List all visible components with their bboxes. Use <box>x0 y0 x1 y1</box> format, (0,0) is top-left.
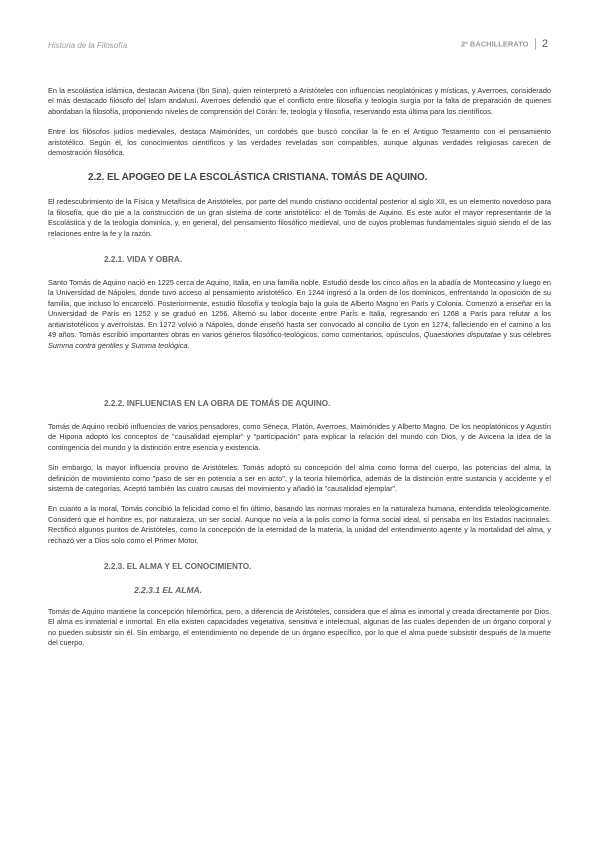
section-heading-2-2-2: 2.2.2. INFLUENCIAS EN LA OBRA DE TOMÁS DE AQUINO. <box>104 398 331 408</box>
header-right <box>461 38 548 50</box>
page-header <box>48 38 548 52</box>
section-heading-2-2-3-1: 2.2.3.1 EL ALMA. <box>134 584 203 595</box>
life-text-and: y <box>125 340 129 350</box>
page-body <box>48 86 551 659</box>
spacer <box>48 361 551 383</box>
paragraph-aristotle-influence: Sin embargo, la mayor influencia provino de Aristóteles. Tomás adoptó su concepción del alma como forma del cuerpo, las potencias del alma, la definición de movimiento como "paso de ser en potencia a ser en acto", y la teoría hilemórfica, además de la distinción entre sustancia y accidente y el sistema de categorías. Aceptó también las cuatro causas del movimiento y añadió la "causalidad ejemplar". <box>48 463 551 493</box>
section-heading-2-2-1: 2.2.1. VIDA Y OBRA. <box>104 255 183 265</box>
work-title-summa-teologica: Summa teológica <box>130 340 188 350</box>
paragraph-life-and-works <box>48 278 551 351</box>
paragraph-jewish-philosophers: Entre los filósofos judíos medievales, destaca Maimónides, un cordobés que buscó conciliar la fe en el Antiguo Testamento con el pensamiento aristotélico. Según él, los conocimientos científicos y las verdades reveladas son compatibles, aunque algunas verdades religiosas carecen de demostración filosófica. <box>48 127 551 158</box>
work-title-contra-gentiles: Summa contra gentiles <box>48 340 124 350</box>
life-text-mid: y sus célebres <box>503 330 551 340</box>
paragraph-soul: Tomás de Aquino mantiene la concepción hilemórfica, pero, a diferencia de Aristóteles, considera que el alma es inmortal y creada directamente por Dios. El alma es inmaterial e inmortal. En ella existen capacidades vegetativa, sensitiva e intelectual, algunas de las cuales dependen de un órgano corporal y no pueden subsistir sin él. Sin embargo, el entendimiento no depende de un órgano específico, por lo que el alma puede subsistir después de la muerte del cuerpo. <box>48 606 551 648</box>
section-heading-2-2-3: 2.2.3. EL ALMA Y EL CONOCIMIENTO. <box>104 561 252 571</box>
section-heading-2-2: 2.2. EL APOGEO DE LA ESCOLÁSTICA CRISTIANA. TOMÁS DE AQUINO. <box>88 172 428 184</box>
document-title: Historia de la Filosofía <box>48 41 128 50</box>
work-title-quaestiones: Quaestiones disputatae <box>423 330 502 340</box>
life-text: Santo Tomás de Aquino nació en 1225 cerca de Aquino, Italia, en una familia noble. Estudió desde los cinco años en la abadía de Montecasino y luego en la Universidad de Nápoles, donde tuvo acceso al pensamiento aristotélico. En 1244 ingresó a la orden de los dominicos, enfrentando la oposición de su familia, que incluso lo encarceló. Posteriormente, estudió filosofía y teología bajo la guía de Alberto Magno en París y Colonia. Comenzó a enseñar en la Universidad de París en 1252 y se graduó en 1256. Alternó su labor docente entre París e Italia, regresando en 1268 a París para refutar a los antiaristotélicos y averroístas. En 1272 volvió a Nápoles, donde enseñó hasta ser convocado al concilio de Lyon en 1274, falleciendo en el camino a los 49 años. Tomás escribió importantes obras en varios géneros filosófico-teológicos, como comentarios, opúsculos, <box>48 278 551 340</box>
life-text-end: . <box>187 340 190 350</box>
paragraph-moral: En cuanto a la moral, Tomás concibió la felicidad como el fin último, basando las normas morales en la naturaleza humana, entendida teleológicamente. Consideró que el hombre es, por naturaleza, un ser social. Aunque no veía a la polis como la forma social ideal, sí pensaba en los Estados nacionales. Rectificó algunos puntos de Aristóteles, como la concepción de la eternidad de la materia, la unidad del entendimiento agente y la mortalidad del alma, y rechazó ver a Dios solo como el Primer Motor. <box>48 504 551 545</box>
page-number: 2 <box>541 38 548 50</box>
paragraph-islamic-scholasticism: En la escolástica islámica, destacan Avicena (Ibn Sina), quien reinterpretó a Aristóteles con influencias neoplatónicas y místicas, y Averroes, considerado el más destacado filósofo del Islam andalusí. Averroes defendió que el conflicto entre filosofía y teología surgía por la falta de preparación de quienes abordaban la filosofía, proponiendo niveles de comprensión del Corán: fe, teología y filosofía, reservando esta última para los científicos. <box>48 86 551 116</box>
course-label: 2º BACHILLERATO <box>460 39 529 49</box>
header-divider <box>535 38 536 50</box>
paragraph-aristotle-rediscovery: El redescubrimiento de la Física y Metafísica de Aristóteles, por parte del mundo cristiano occidental posterior al siglo XII, es un elemento novedoso para la filosofía, que dio pie a la construcción de un gran sistema de corte aristotélico: el de Tomás de Aquino. Es este autor el mayor representante de la Escolástica y de la teología dominica, y, en general, del pensamiento filosófico medieval, uno de cuyos problemas fundamentales siguió siendo el de las relaciones entre la fe y la razón. <box>48 197 551 238</box>
paragraph-influences: Tomás de Aquino recibió influencias de varios pensadores, como Séneca, Platón, Averroes, Maimónides y Alberto Magno. De los neoplatónicos y Agustín de Hipona adoptó los conceptos de "causalidad ejemplar" y "participación" para explicar la relación del mundo con Dios, y de Avicena la idea de la contingencia del mundo y la distinción entre esencia y existencia. <box>48 421 551 452</box>
